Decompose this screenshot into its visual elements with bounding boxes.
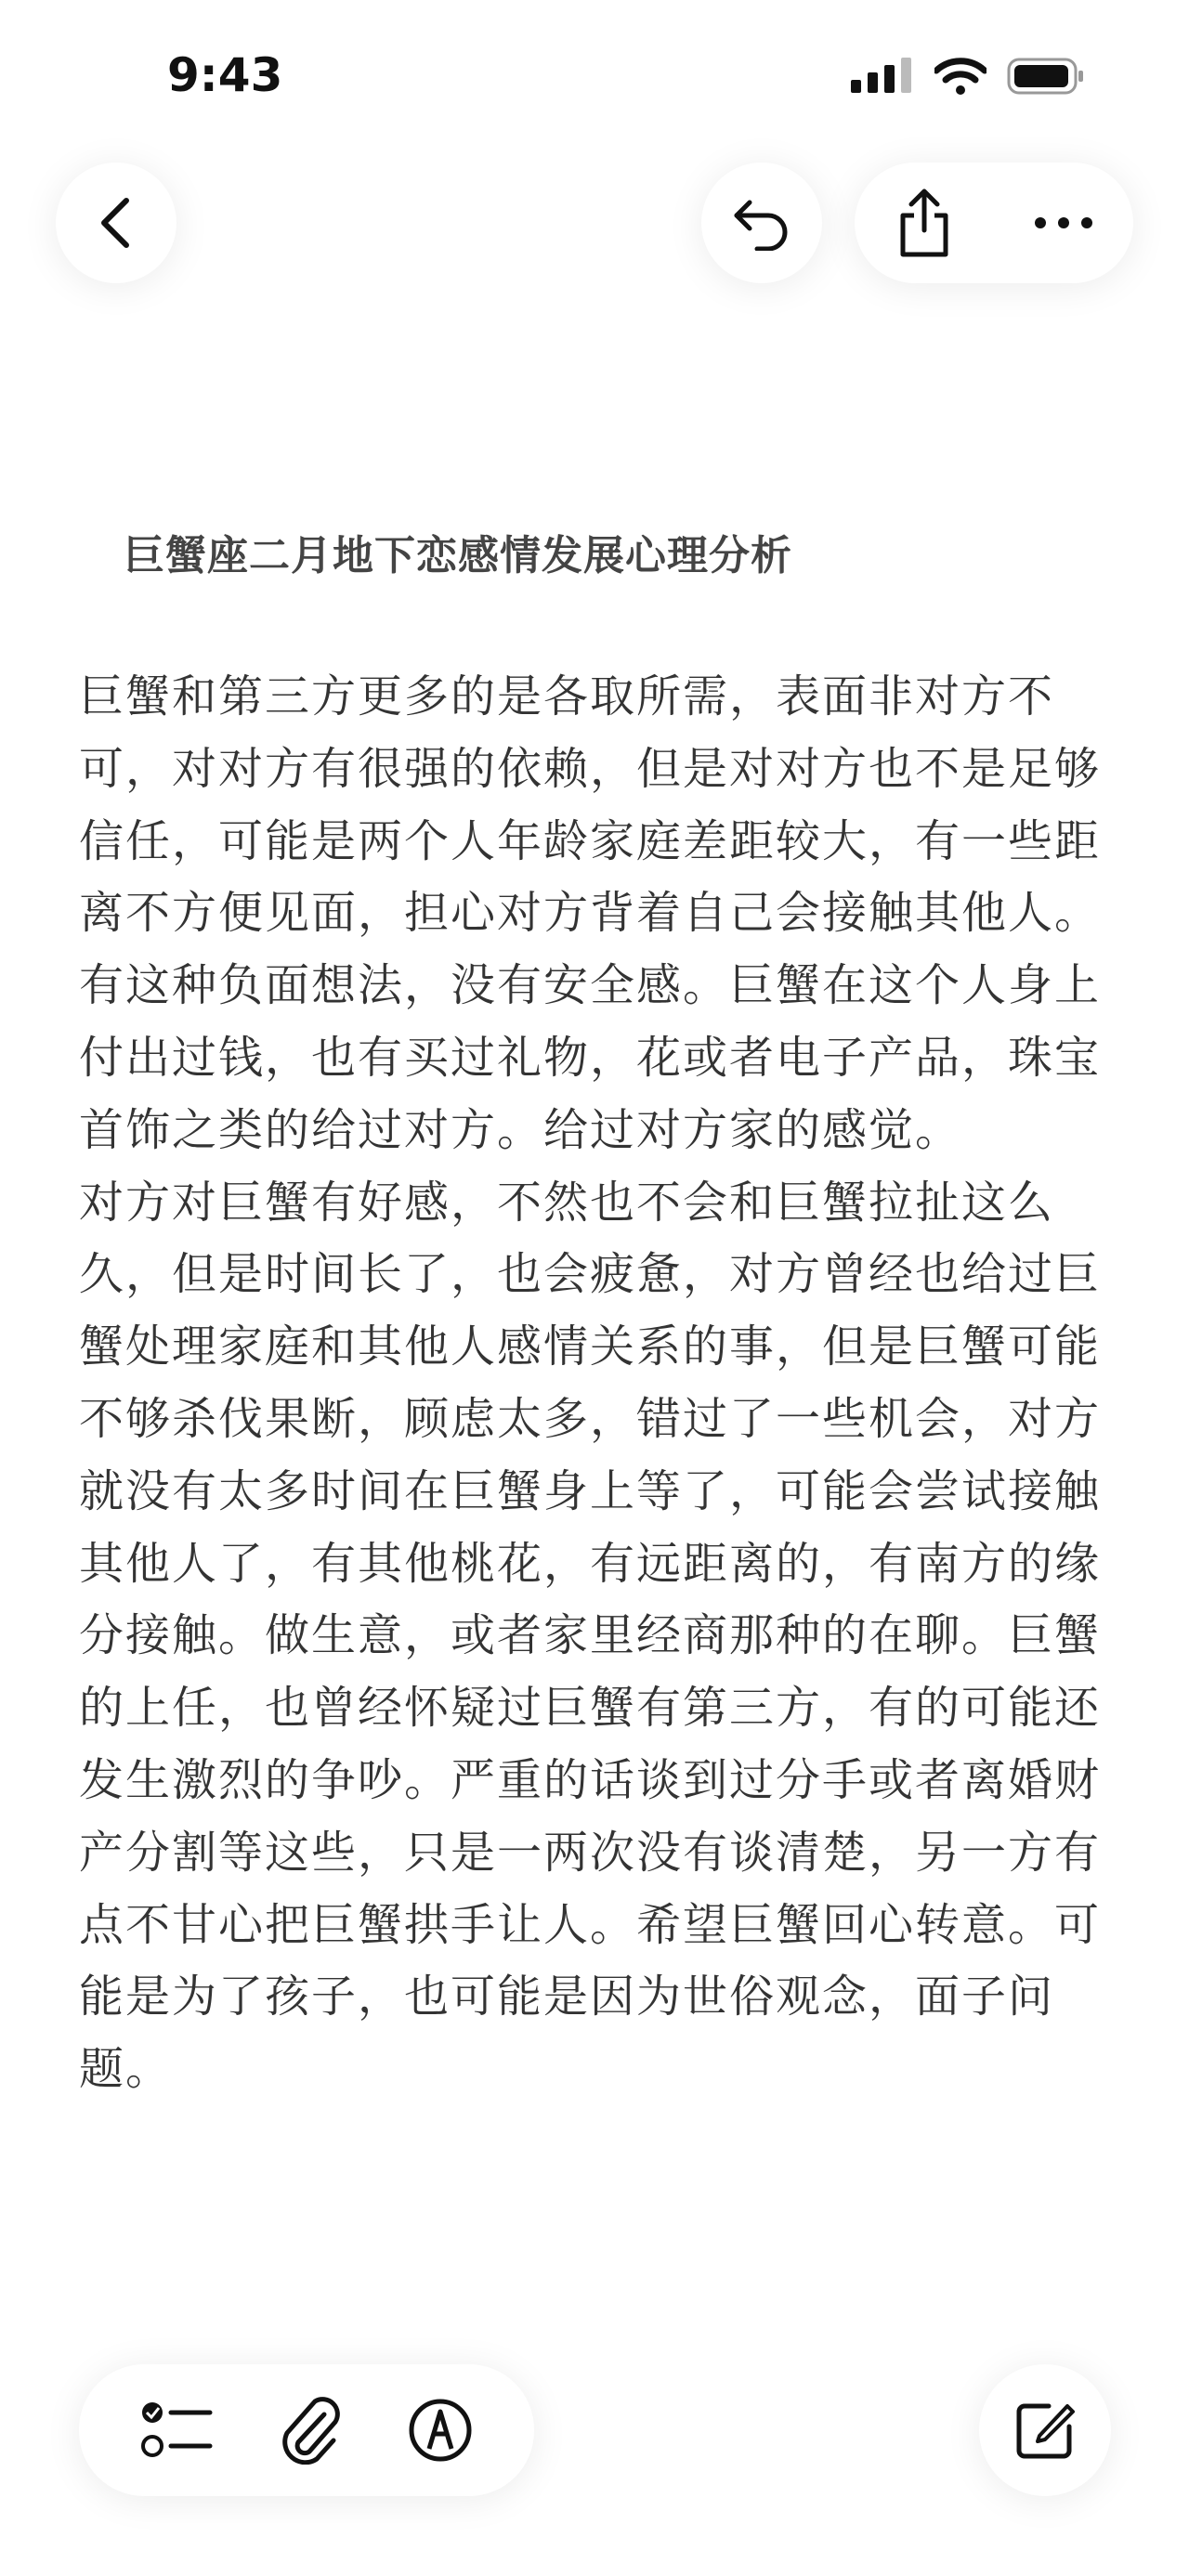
actions-pill (855, 163, 1133, 283)
note-line: 其他人了，有其他桃花，有远距离的，有南方的缘 (79, 1537, 1102, 1590)
note-line: 可，对对方有很强的依赖，但是对对方也不是足够 (79, 742, 1102, 795)
checklist-icon[interactable] (139, 2400, 214, 2461)
note-line: 首饰之类的给过对方。给过对方家的感觉。 (79, 1103, 962, 1156)
note-line: 题。 (79, 2043, 173, 2096)
share-icon[interactable] (894, 186, 955, 260)
back-button[interactable] (56, 163, 176, 283)
markup-pen-icon[interactable] (407, 2397, 474, 2464)
note-line: 有这种负面想法，没有安全感。巨蟹在这个人身上 (79, 959, 1102, 1012)
status-icons (851, 58, 1085, 95)
note-body[interactable] (79, 661, 1119, 2106)
status-time: 9:43 (167, 48, 283, 102)
note-line: 点不甘心把巨蟹拱手让人。希望巨蟹回心转意。可 (79, 1898, 1102, 1951)
note-line: 信任，可能是两个人年龄家庭差距较大，有一些距 (79, 814, 1102, 867)
wifi-icon (934, 58, 986, 95)
more-icon[interactable] (1033, 214, 1094, 232)
chevron-left-icon (93, 195, 139, 251)
compose-button[interactable] (979, 2364, 1111, 2496)
note-line: 蟹处理家庭和其他人感情关系的事，但是巨蟹可能 (79, 1321, 1102, 1373)
note-line: 不够杀伐果断，顾虑太多，错过了一些机会，对方 (79, 1392, 1102, 1445)
note-line: 久，但是时间长了，也会疲惫，对方曾经也给过巨 (79, 1248, 1102, 1301)
note-line: 产分割等这些，只是一两次没有谈清楚，另一方有 (79, 1826, 1102, 1879)
note-title: 巨蟹座二月地下恋感情发展心理分析 (124, 532, 792, 579)
note-line: 对方对巨蟹有好感，不然也不会和巨蟹拉扯这么 (79, 1176, 1055, 1229)
paperclip-icon[interactable] (278, 2396, 343, 2465)
note-line: 发生激烈的争吵。严重的话谈到过分手或者离婚财 (79, 1753, 1102, 1806)
compose-icon (1012, 2397, 1078, 2464)
undo-button[interactable] (701, 163, 822, 283)
battery-icon (1007, 58, 1085, 95)
note-line: 能是为了孩子，也可能是因为世俗观念，面子问 (79, 1971, 1055, 2023)
note-line: 分接触。做生意，或者家里经商那种的在聊。巨蟹 (79, 1609, 1102, 1662)
note-line: 的上任，也曾经怀疑过巨蟹有第三方，有的可能还 (79, 1682, 1102, 1735)
note-line: 就没有太多时间在巨蟹身上等了，可能会尝试接触 (79, 1464, 1102, 1517)
undo-icon (729, 195, 794, 251)
note-line: 巨蟹和第三方更多的是各取所需，表面非对方不 (79, 670, 1055, 722)
cellular-signal-icon (851, 58, 914, 95)
note-line: 离不方便见面，担心对方背着自己会接触其他人。 (79, 887, 1102, 940)
note-line: 付出过钱，也有买过礼物，花或者电子产品，珠宝 (79, 1031, 1102, 1084)
bottom-toolbar (79, 2364, 534, 2496)
